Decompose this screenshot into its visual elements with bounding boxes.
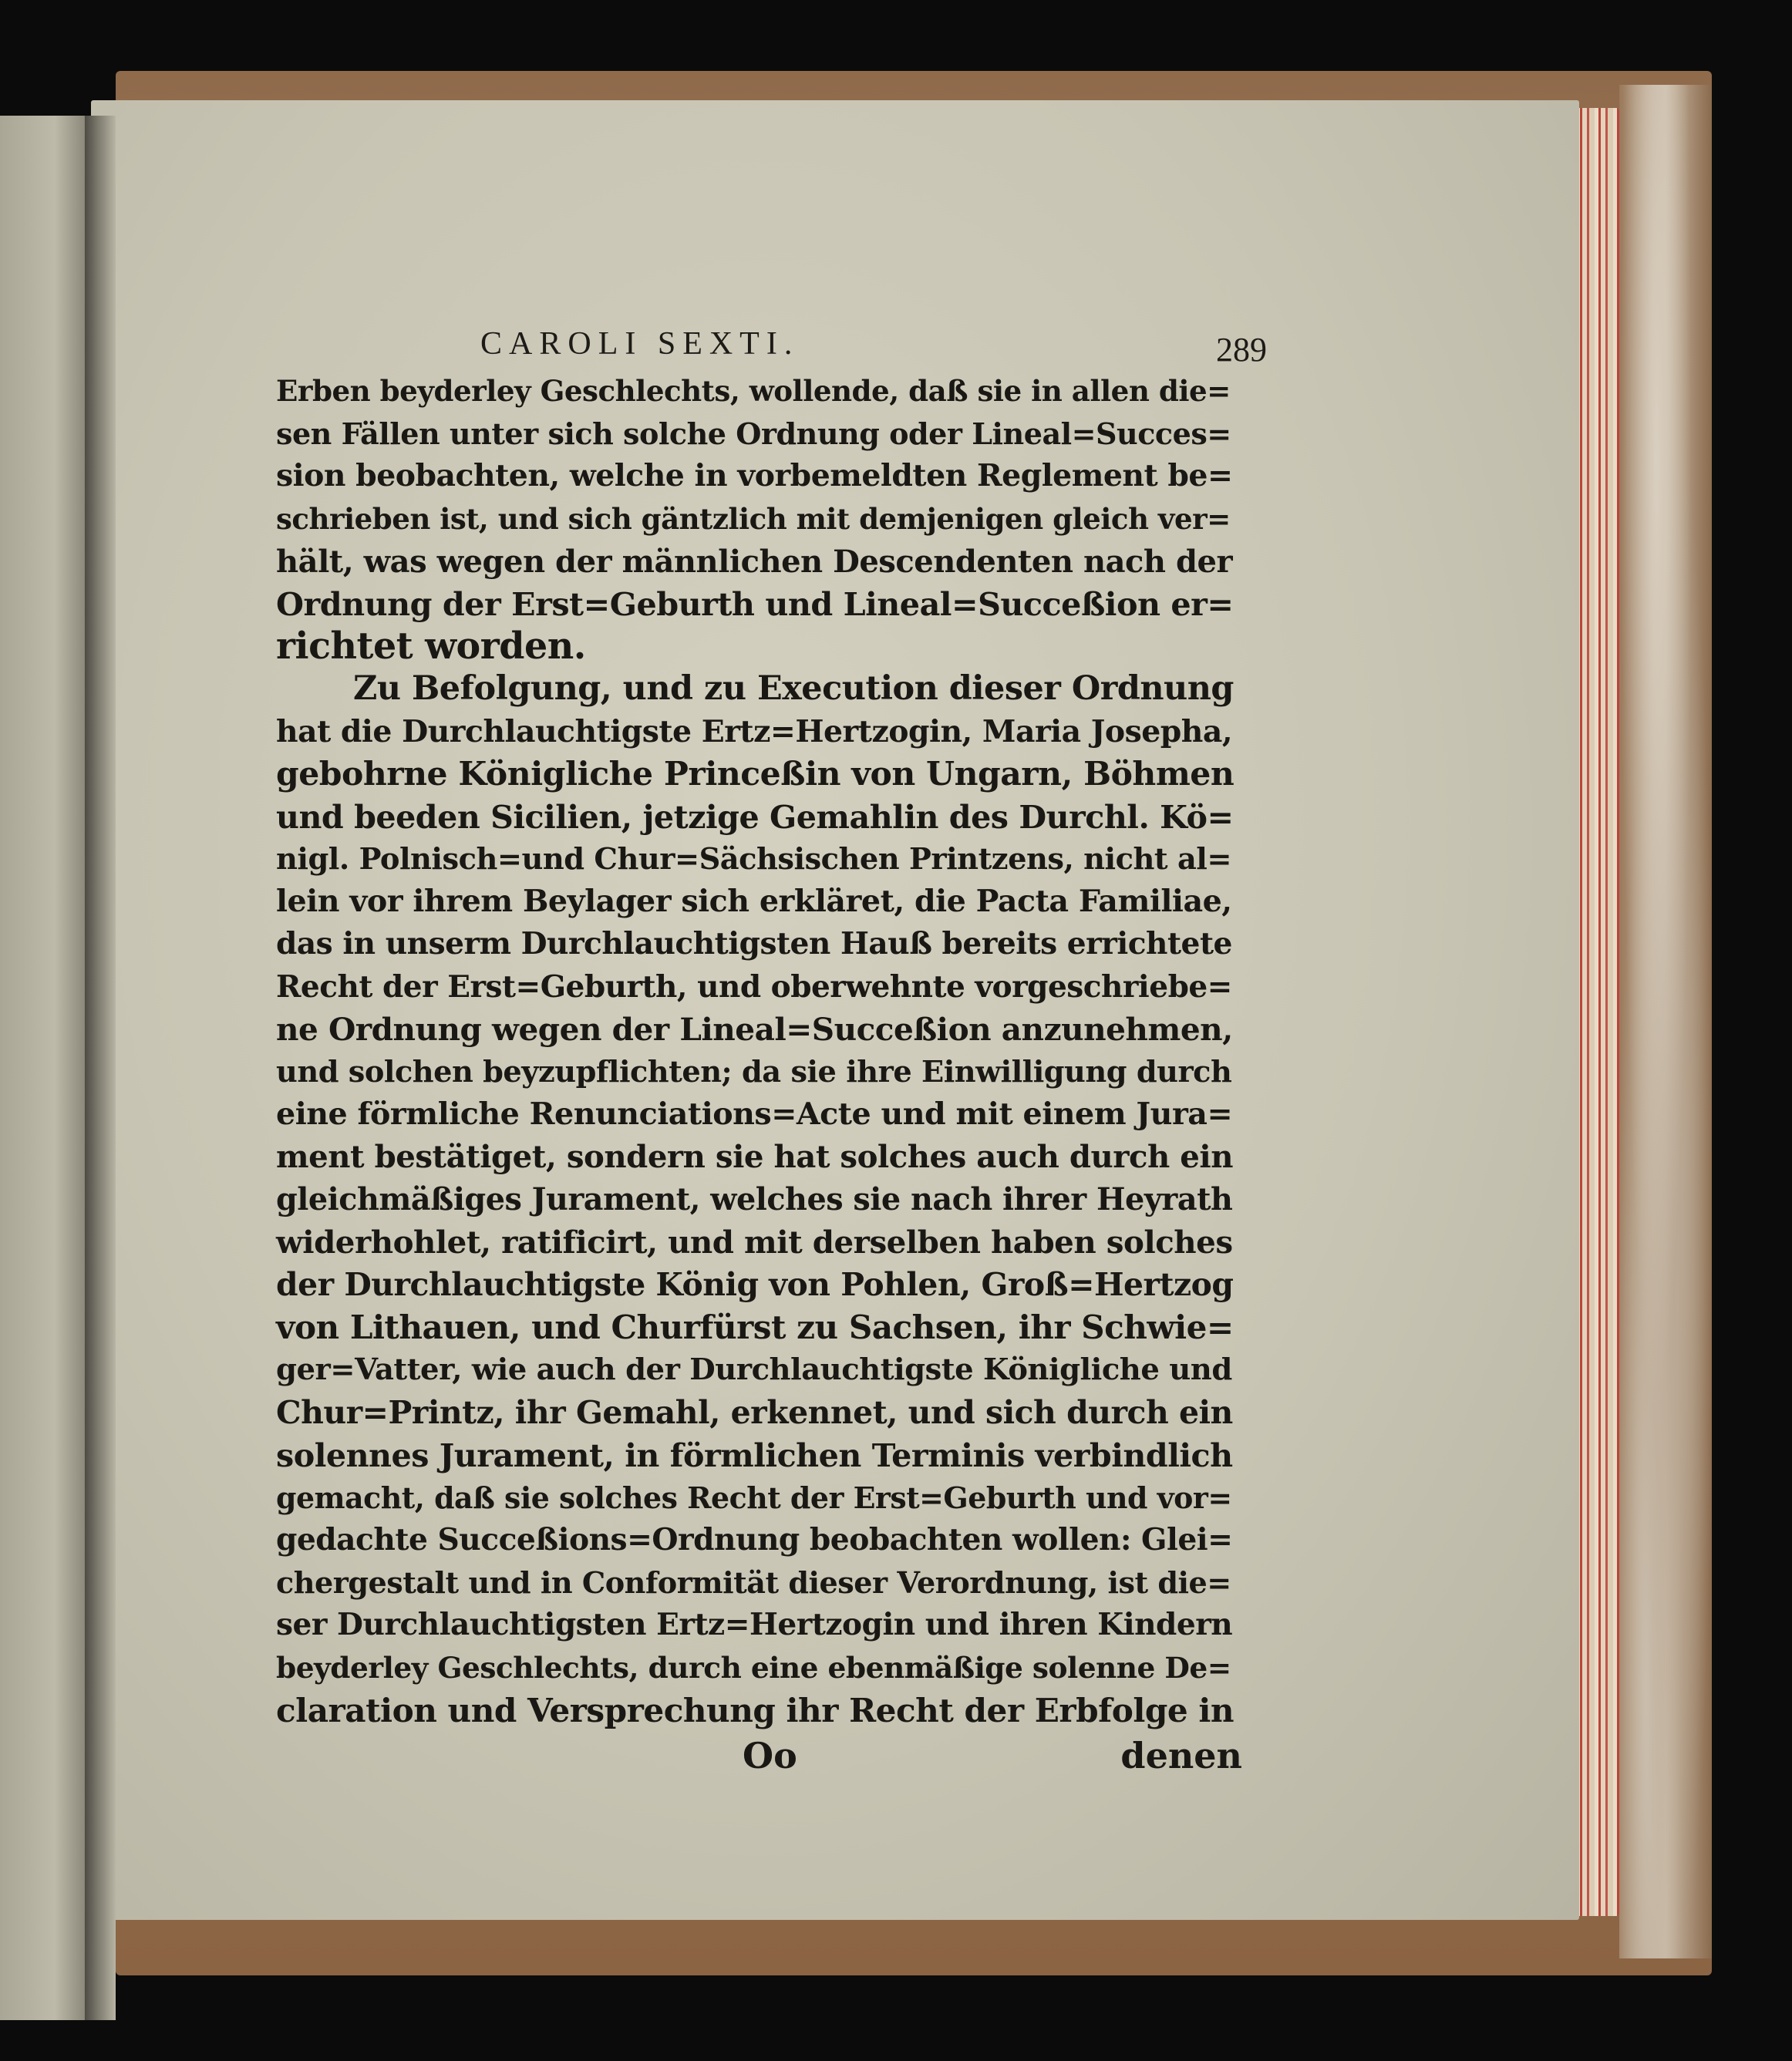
text-line: chergestalt und in Conformität dieser Verordnung, ist die= [276, 1565, 1231, 1601]
text-line: gemacht, daß sie solches Recht der Erst=Geburth und vor= [276, 1480, 1232, 1515]
text-line: claration und Versprechung ihr Recht der Erbfolge in [276, 1690, 1235, 1729]
text-line: lein vor ihrem Beylager sich erkläret, die Pacta Familiae, [276, 884, 1232, 920]
text-line: ger=Vatter, wie auch der Durchlauchtigste Königliche und [276, 1352, 1232, 1388]
text-line: von Lithauen, und Churfürst zu Sachsen, ihr Schwie= [276, 1308, 1234, 1347]
text-line: sion beobachten, welche in vorbemeldten Reglement be= [276, 458, 1233, 494]
text-line: der Durchlauchtigste König von Pohlen, Groß=Hertzog [276, 1265, 1234, 1303]
text-line: eine förmliche Renunciations=Acte und mit einem Jura= [276, 1096, 1233, 1133]
text-line: sen Fällen unter sich solche Ordnung oder Lineal=Succes= [276, 416, 1231, 452]
marbled-cover-edge [1619, 85, 1712, 1958]
text-line: hat die Durchlauchtigste Ertz=Hertzogin, Maria Josepha, [276, 713, 1233, 749]
text-line: Erben beyderley Geschlechts, wollende, daß sie in allen die= [276, 374, 1231, 408]
text-line: beyderley Geschlechts, durch eine ebenmäßige solenne De= [276, 1650, 1231, 1685]
page-edges [1576, 108, 1619, 1916]
text-line: Chur=Printz, ihr Gemahl, erkennet, und sich durch ein [276, 1393, 1233, 1431]
text-line: widerhohlet, ratificirt, und mit derselben haben solches [276, 1223, 1233, 1261]
text-line: richtet worden. [276, 625, 586, 668]
text-line: gleichmäßiges Jurament, welches sie nach ihrer Heyrath [276, 1181, 1233, 1217]
right-page [91, 100, 1579, 1920]
text-line: Ordnung der Erst=Geburth und Lineal=Succeßion er= [276, 584, 1234, 623]
page-header [276, 308, 1267, 370]
text-line: nigl. Polnisch=und Chur=Sächsischen Printzens, nicht al= [276, 842, 1232, 877]
text-line: und solchen beyzupflichten; da sie ihre Einwilligung durch [276, 1055, 1232, 1089]
body-text [276, 370, 1236, 1732]
text-line: das in unserm Durchlauchtigsten Hauß bereits errichtete [276, 926, 1232, 962]
text-line: gebohrne Königliche Princeßin von Ungarn, Böhmen [276, 754, 1235, 793]
text-line: gedachte Succeßions=Ordnung beobachten wollen: Glei= [276, 1522, 1233, 1558]
text-line: schrieben ist, und sich gäntzlich mit demjenigen gleich ver= [276, 501, 1231, 536]
left-facing-page [0, 116, 91, 2020]
text-block [276, 308, 1267, 1778]
text-line: hält, was wegen der männlichen Descendenten nach der [276, 543, 1233, 580]
running-head: CAROLI SEXTI. [480, 326, 800, 362]
text-line: ment bestätiget, sondern sie hat solches auch durch ein [276, 1139, 1233, 1176]
catchword: denen [1120, 1735, 1242, 1776]
book-gutter [85, 116, 116, 2020]
paragraph-start-line: Zu Befolgung, und zu Execution dieser Ordnung [353, 669, 1234, 709]
text-line: solennes Jurament, in förmlichen Terminis verbindlich [276, 1436, 1233, 1474]
text-line: ne Ordnung wegen der Lineal=Succeßion anzunehmen, [276, 1010, 1233, 1048]
signature-mark: Oo [743, 1735, 797, 1776]
text-line: und beeden Sicilien, jetzige Gemahlin des Durchl. Kö= [276, 797, 1234, 836]
text-line: ser Durchlauchtigsten Ertz=Hertzogin und ihren Kindern [276, 1607, 1233, 1643]
page-number: 289 [1216, 331, 1267, 369]
page-footer [276, 1732, 1242, 1778]
text-line: Recht der Erst=Geburth, und oberwehnte vorgeschriebe= [276, 968, 1232, 1005]
